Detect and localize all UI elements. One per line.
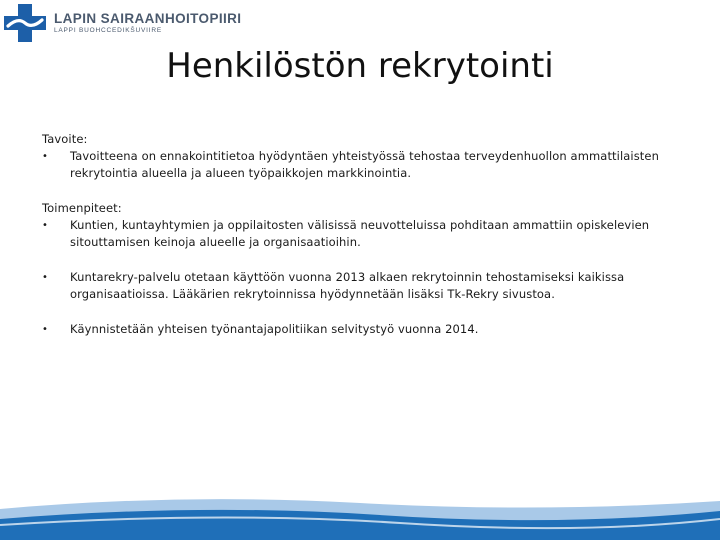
bullet-text: Käynnistetään yhteisen työnantajapolitiikan selvitystyö vuonna 2014. [70, 322, 479, 336]
bullet-icon: • [42, 220, 48, 231]
bullet-icon: • [42, 272, 48, 283]
bullet-text: Kuntarekry-palvelu otetaan käyttöön vuonna 2013 alkaen rekrytoinnin tehostamiseksi kaikissa organisaatioissa. Lääkärien rekrytoinnissa hyödynnetään lisäksi Tk-Rekry sivustoa. [70, 270, 625, 301]
logo-name: LAPIN SAIRAANHOITOPIIRI [54, 11, 242, 26]
bullet-icon: • [42, 151, 48, 162]
section-actions [42, 200, 662, 338]
footer-wave-decoration [0, 485, 720, 540]
list-item [42, 148, 662, 182]
bullet-icon: • [42, 324, 48, 335]
bullet-text: Kuntien, kuntayhtymien ja oppilaitosten välisissä neuvotteluissa pohditaan ammattiin opiskelevien sitouttamisen keinoja alueelle ja organisaatioihin. [70, 218, 650, 249]
bullet-list [42, 217, 662, 338]
organization-logo [4, 4, 241, 42]
slide-content [42, 131, 662, 338]
list-item [42, 217, 662, 251]
list-item [42, 321, 662, 338]
section-goal [42, 131, 662, 182]
section-heading: Tavoite: [42, 132, 88, 146]
logo-subtitle: LAPPI BUOHCCEDIKŠUVIIRE [54, 27, 162, 34]
cross-icon [4, 4, 46, 42]
slide-title: Henkilöstön rekrytointi [166, 46, 554, 86]
bullet-text: Tavoitteena on ennakointitietoa hyödyntäen yhteistyössä tehostaa terveydenhuollon ammattilaisten rekrytointia alueella ja alueen työpaikkojen markkinointia. [70, 149, 659, 180]
list-item [42, 269, 662, 303]
bullet-list [42, 148, 662, 182]
section-heading: Toimenpiteet: [42, 201, 122, 215]
